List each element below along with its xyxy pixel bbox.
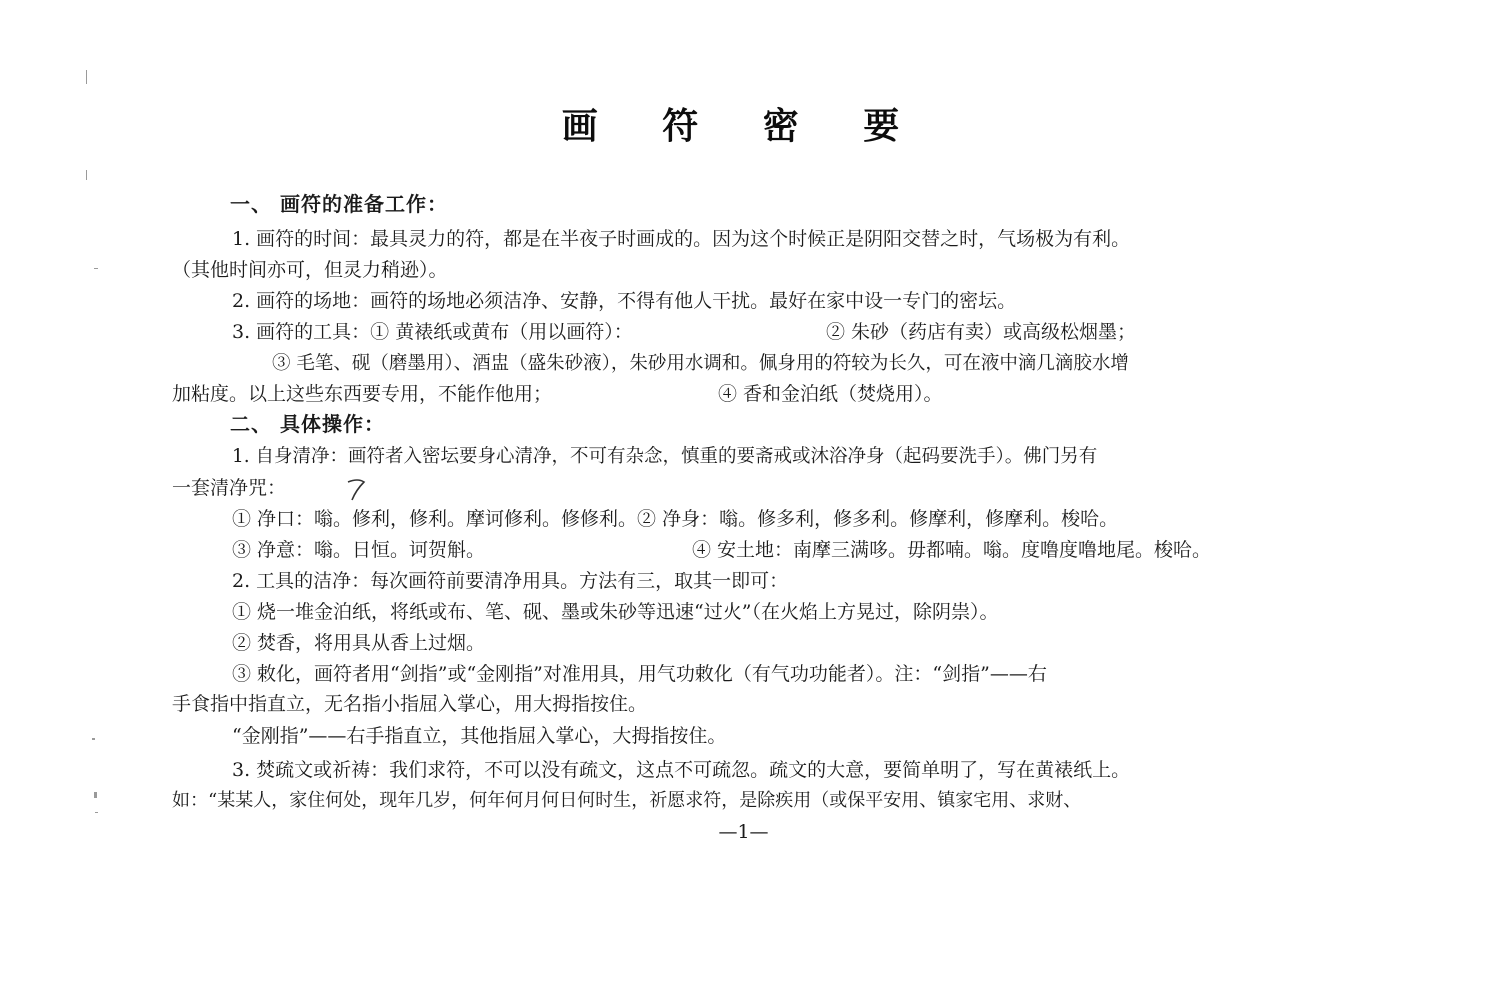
page-number: —1— xyxy=(718,821,769,843)
scan-speck xyxy=(86,70,87,84)
paragraph-line: ③ 毛笔、砚（磨墨用）、酒盅（盛朱砂液），朱砂用水调和。佩身用的符较为长久，可在液中滴几滴胶水增 xyxy=(272,353,1129,374)
scan-speck xyxy=(95,812,98,813)
paragraph-line: ④ 安土地：南摩三满哆。毋都喃。嗡。度噜度噜地尾。梭哈。 xyxy=(692,539,1212,561)
paragraph-line: 2. 画符的场地：画符的场地必须洁净、安静，不得有他人干扰。最好在家中设一专门的密坛。 xyxy=(232,290,1017,312)
paragraph-line: ④ 香和金泊纸（焚烧用）。 xyxy=(718,383,943,405)
scan-speck xyxy=(94,268,98,269)
pen-mark-icon xyxy=(344,476,370,504)
section-heading-operation: 二、 具体操作： xyxy=(230,412,385,436)
paragraph-line: 3. 画符的工具：① 黄裱纸或黄布（用以画符）： xyxy=(232,321,633,343)
paragraph-line: 2. 工具的洁净：每次画符前要清净用具。方法有三，取其一即可： xyxy=(232,570,789,592)
paragraph-line: （其他时间亦可，但灵力稍逊）。 xyxy=(172,259,448,281)
paragraph-line: 3. 焚疏文或祈祷：我们求符，不可以没有疏文，这点不可疏忽。疏文的大意，要简单明了，写在黄裱纸上。 xyxy=(232,759,1131,781)
paragraph-line: 1. 自身清净：画符者入密坛要身心清净，不可有杂念，慎重的要斋戒或沐浴净身（起码要洗手）。佛门另有 xyxy=(232,446,1098,467)
scan-speck xyxy=(94,792,97,798)
paragraph-line: ② 朱砂（药店有卖）或高级松烟墨； xyxy=(826,321,1137,343)
page-title: 画 符 密 要 xyxy=(561,105,926,147)
paragraph-line: ③ 净意：嗡。日恒。诃贺斛。 xyxy=(232,539,486,561)
paragraph-line: “金刚指”——右手指直立，其他指屈入掌心，大拇指按住。 xyxy=(232,725,727,747)
paragraph-line: 一套清净咒： xyxy=(172,477,287,499)
scan-speck xyxy=(92,738,95,740)
section-heading-preparation: 一、 画符的准备工作： xyxy=(230,192,448,216)
paragraph-line: 如：“某某人，家住何处，现年几岁，何年何月何日何时生，祈愿求符，是除疾用（或保平安用、镇家宅用、求财、 xyxy=(172,790,1082,811)
paragraph-line: ① 净口：嗡。修利，修利。摩诃修利。修修利。② 净身：嗡。修多利，修多利。修摩利，修摩利。梭哈。 xyxy=(232,508,1119,530)
paragraph-line: 加粘度。以上这些东西要专用，不能作他用； xyxy=(172,383,553,405)
scan-speck xyxy=(86,170,87,180)
paragraph-line: ① 烧一堆金泊纸，将纸或布、笔、砚、墨或朱砂等迅速“过火”（在火焰上方晃过，除阴祟）。 xyxy=(232,601,999,623)
paragraph-line: 手食指中指直立，无名指小指屈入掌心，用大拇指按住。 xyxy=(172,693,648,715)
paragraph-line: ② 焚香，将用具从香上过烟。 xyxy=(232,632,486,654)
paragraph-line: ③ 敕化，画符者用“剑指”或“金刚指”对准用具，用气功敕化（有气功功能者）。注：“剑指”——右 xyxy=(232,663,1047,685)
paragraph-line: 1. 画符的时间：最具灵力的符，都是在半夜子时画成的。因为这个时候正是阴阳交替之时，气场极为有利。 xyxy=(232,228,1131,250)
